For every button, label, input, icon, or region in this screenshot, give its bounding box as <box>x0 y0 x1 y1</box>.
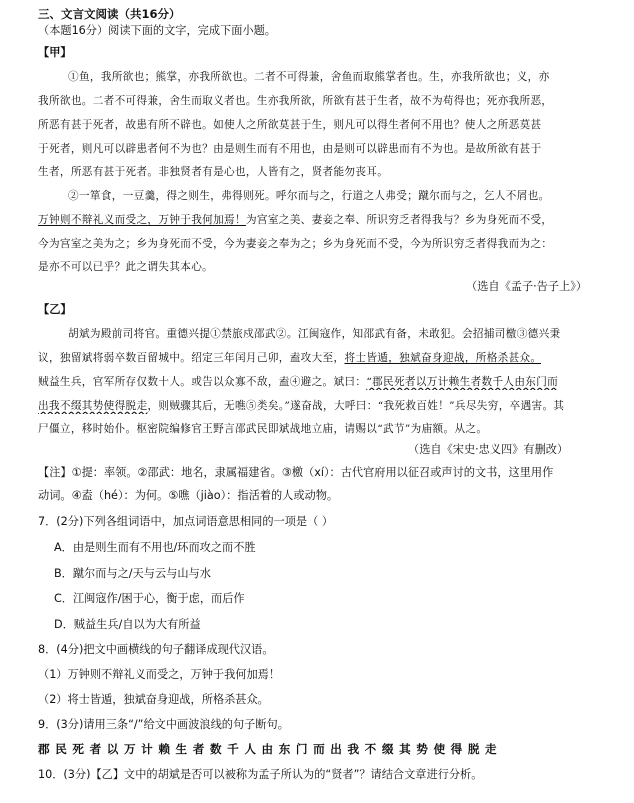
section-title: 三、文言文阅读（共16分） <box>38 7 181 21</box>
question-9-sentence: 郡民死者以万计赖生者数千人由东门而出我不缀其势使得脱走 <box>38 742 503 756</box>
section-intro: （本题16分）阅读下面的文字，完成下面小题。 <box>38 24 276 37</box>
passage-yi-line <box>38 374 558 390</box>
passage-yi-source: （选自《宋史·忠义四》有删改） <box>408 443 569 456</box>
passage-jia-line <box>38 212 552 228</box>
underlined-sentence-1: 万钟则不辩礼义而受之，万钟于我何加焉！ <box>38 214 246 226</box>
passage-yi-text: 贼益生兵，官军所存仅数十人。或告以众寡不敌，盍④避之。斌曰： <box>38 376 367 388</box>
passage-yi-text: 议，独留斌将弱卒数百留城中。绍定三年闰月己卯，盍攻大至， <box>38 352 345 364</box>
question-7-option-c[interactable]: C．江闽寇作/困于心，衡于虑，而后作 <box>54 592 245 605</box>
notes-line: 【注】①提：率领。②邵武：地名，隶属福建省。③檄（xí）：古代官府用以征召或声讨的文书，这里用作 <box>38 466 554 479</box>
passage-jia-line: 生者，所恶有甚于死者。非独贤者有是心也，人皆有之，贤者能勿丧耳。 <box>38 166 389 178</box>
question-7-stem: 7．(2分)下列各组词语中，加点词语意思相同的一项是（ ） <box>38 515 334 528</box>
underlined-sentence-2: 将士皆遁，独斌奋身迎战，所格杀甚众。 <box>344 352 542 364</box>
passage-jia-label: 【甲】 <box>38 46 72 59</box>
passage-yi-line: 胡斌为殿前司将官。重德兴提①禁旅戍邵武②。江闽寇作，知邵武有备，未敢犯。会招捕司檄③德兴秉 <box>68 328 561 340</box>
passage-jia-line: 是亦不可以已乎？此之谓失其本心。 <box>38 261 214 273</box>
wavy-underlined-sentence: 出我不缀其势使得脱走 <box>38 400 148 412</box>
question-7-option-a[interactable]: A．由是则生而有不用也/环而攻之而不胜 <box>54 541 256 554</box>
passage-yi-line <box>38 398 564 414</box>
notes-line: 动词。④盍（hé）：为何。⑤噍（jiào）：指活着的人或动物。 <box>38 489 339 502</box>
question-8-item-1: （1）万钟则不辩礼义而受之，万钟于我何加焉！ <box>38 668 281 681</box>
passage-jia-line: ②一箪食，一豆羹，得之则生，弗得则死。呼尔而与之，行道之人弗受；蹴尔而与之，乞人不屑也。 <box>68 190 550 202</box>
passage-jia-line: ①鱼，我所欲也；熊掌，亦我所欲也。二者不可得兼，舍鱼而取熊掌者也。生，亦我所欲也；义，亦 <box>68 71 550 83</box>
question-9-stem: 9．(3分)请用三条“/”给文中画波浪线的句子断句。 <box>38 718 289 731</box>
passage-yi-text: ，则贼骤其后，无噍⑤类矣。”遂奋战，大呼曰：“我死救百姓！”兵尽失穷，卒遇害。其 <box>147 400 565 412</box>
passage-yi-line <box>38 350 541 366</box>
wavy-underlined-sentence: “郡民死者以万计赖生者数千人由东门而 <box>366 376 559 388</box>
question-7-option-d[interactable]: D．贼益生兵/自以为大有所益 <box>54 618 201 631</box>
passage-yi-label: 【乙】 <box>38 303 72 316</box>
passage-jia-line: 今为宫室之美为之；乡为身死而不受，今为妻妾之奉为之；乡为身死而不受，今为所识穷乏者得我而为之： <box>38 238 553 250</box>
passage-yi-line: 尸僵立，移时始仆。枢密院编修官王野言邵武民即斌战地立庙，请赐以“武节”为庙额。从之。 <box>38 423 488 435</box>
passage-jia-line: 我所欲也。二者不可得兼，舍生而取义者也。生亦我所欲，所欲有甚于生者，故不为苟得也；死亦我所恶， <box>38 95 553 107</box>
passage-jia-line: 所恶有甚于死者，故患有所不辟也。如使人之所欲莫甚于生，则凡可以得生者何不用也？使人之所恶莫甚 <box>38 119 542 131</box>
passage-jia-line: 于死者，则凡可以辟患者何不为也？由是则生而有不用也，由是则可以辟患而有不为也。是故所欲有甚于 <box>38 143 542 155</box>
passage-jia-text: 为宫室之美、妻妾之奉、所识穷乏者得我与？乡为身死而不受， <box>245 214 553 226</box>
question-8-stem: 8．(4分)把文中画横线的句子翻译成现代汉语。 <box>38 643 274 656</box>
question-7-option-b[interactable]: B．蹴尔而与之/天与云与山与水 <box>54 567 211 580</box>
question-10-stem: 10．(3分)【乙】文中的胡斌是否可以被称为孟子所认为的“贤者”？请结合文章进行分析。 <box>38 768 483 781</box>
question-8-item-2: （2）将士皆遁，独斌奋身迎战，所格杀甚众。 <box>38 693 269 706</box>
passage-jia-source: （选自《孟子·告子上》） <box>466 280 588 293</box>
